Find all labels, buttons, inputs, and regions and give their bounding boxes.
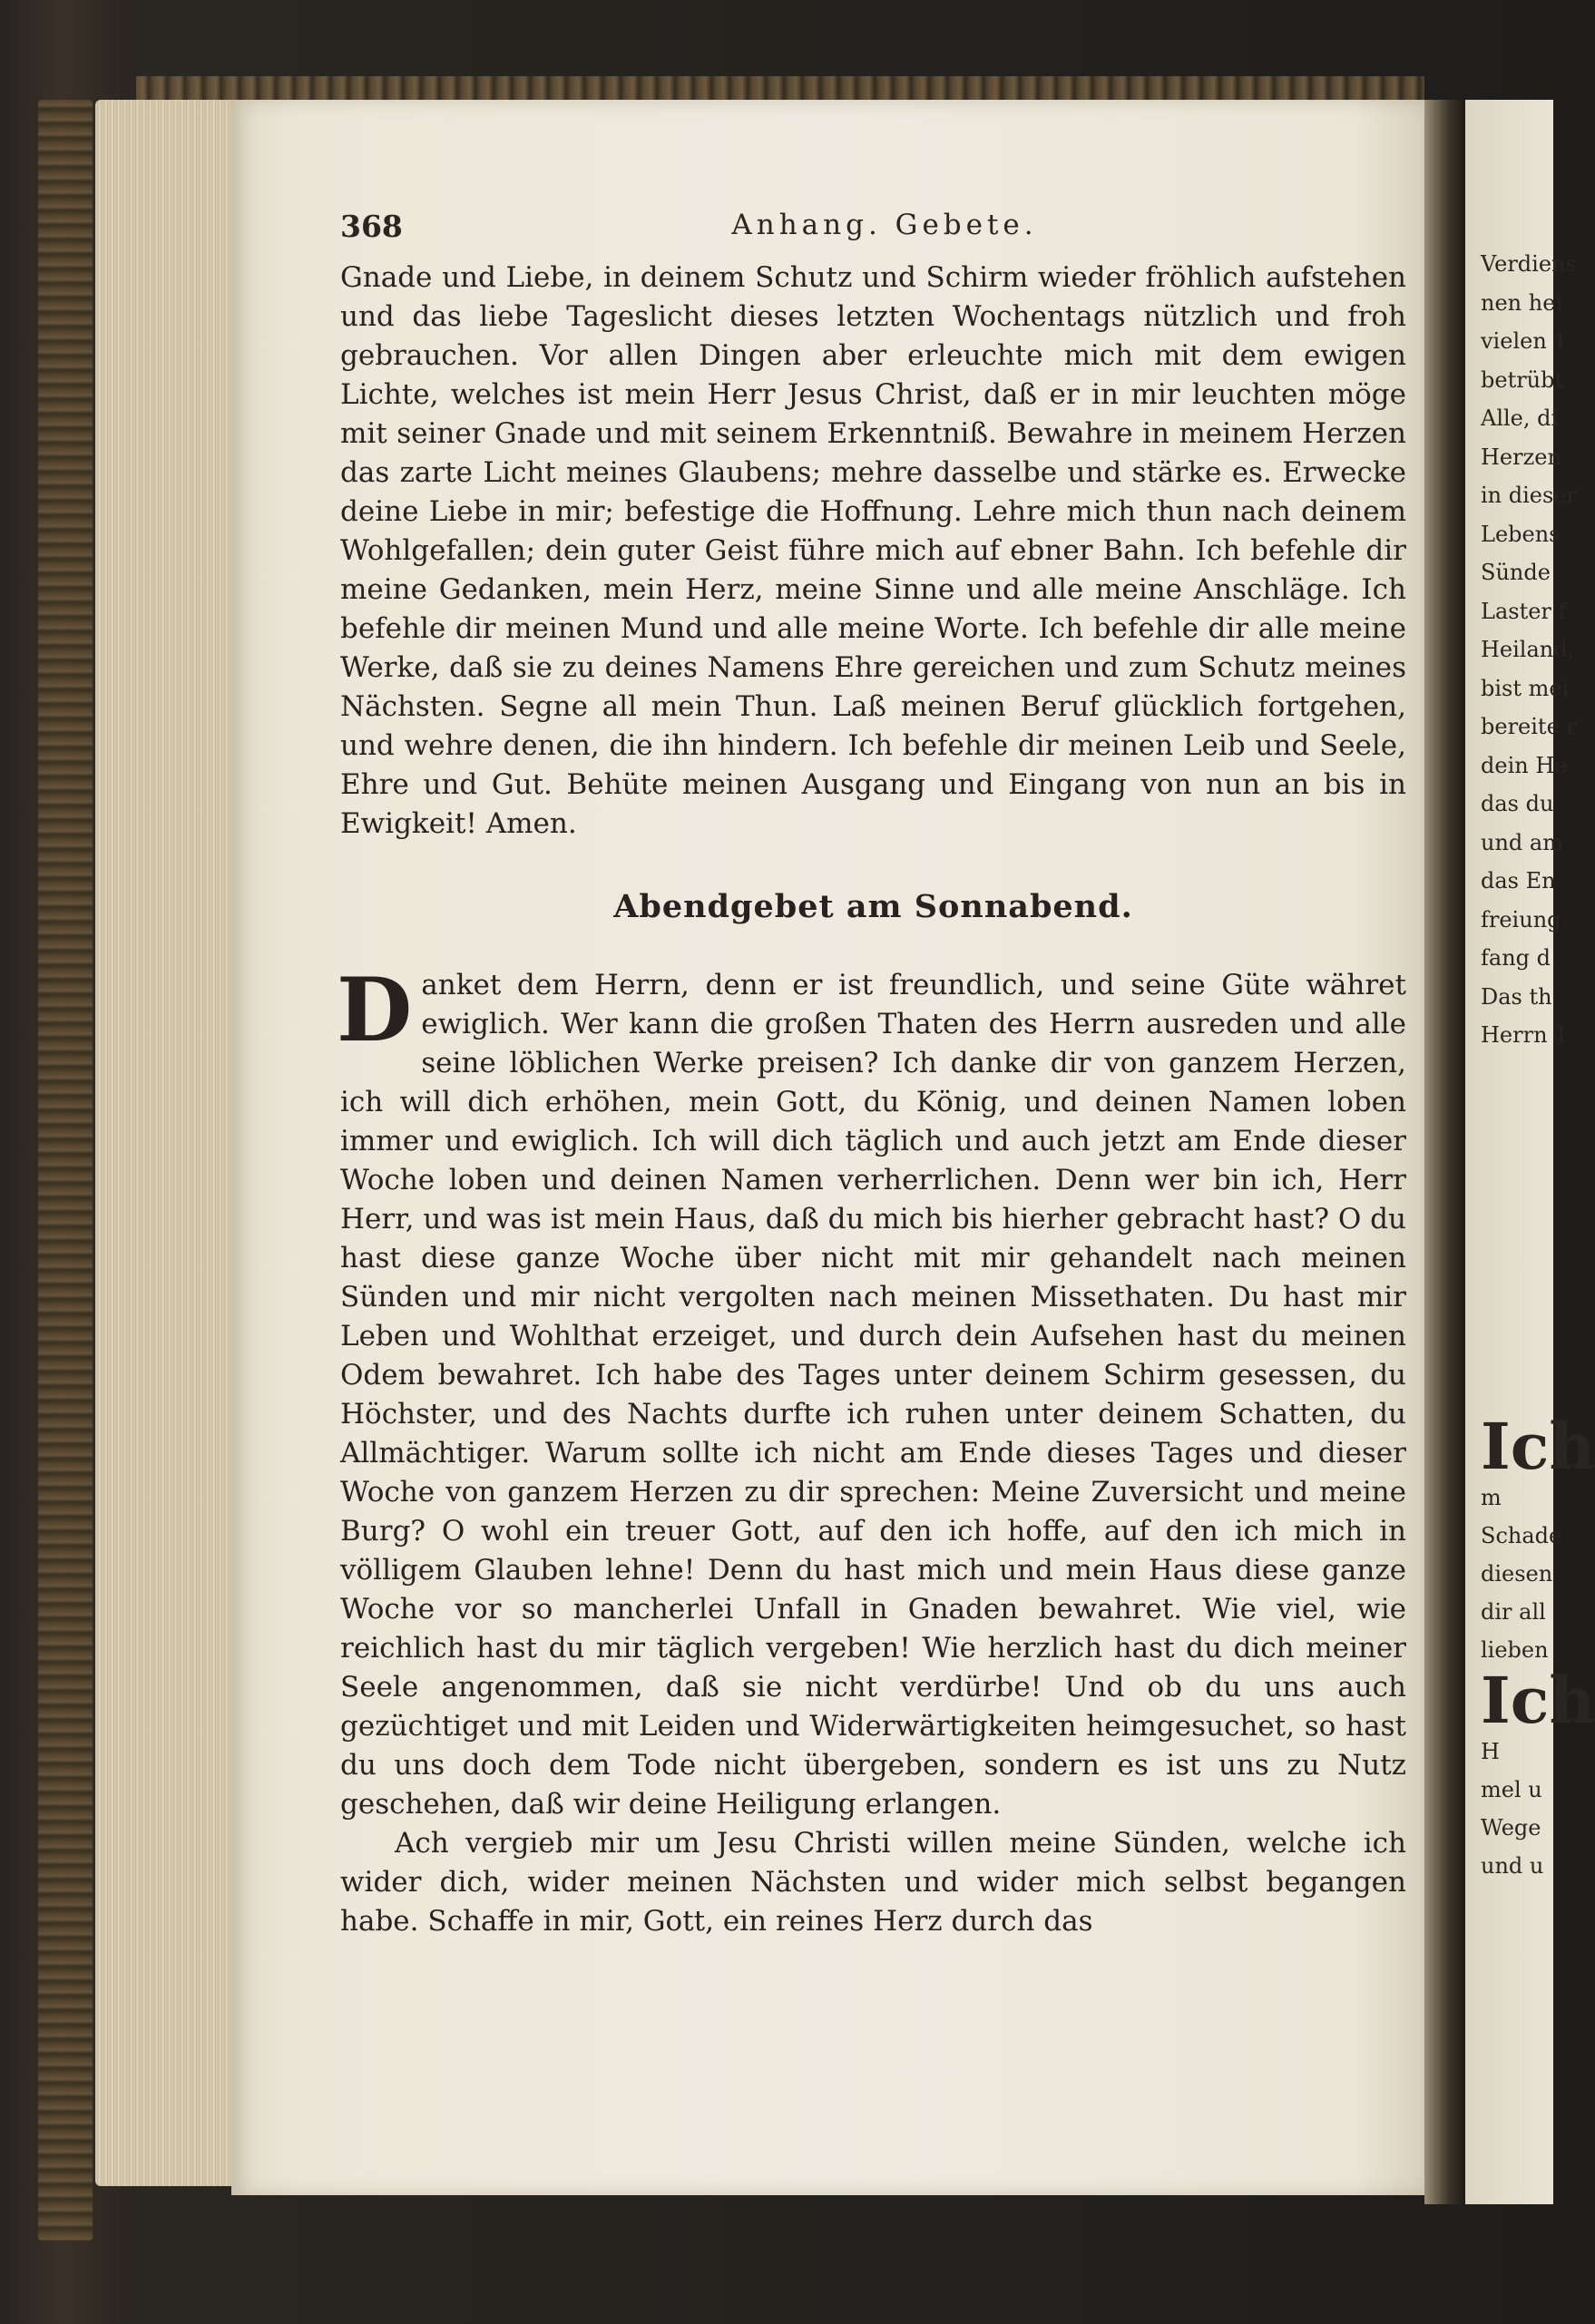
page-header [340, 209, 1406, 245]
facing-line: fang d [1481, 945, 1551, 971]
facing-line: Heiland, [1481, 637, 1575, 662]
paragraph-morning-prayer-end: Gnade und Liebe, in deinem Schutz und Schirm wieder fröhlich aufstehen und das liebe Tageslicht dieses letzten Wochentags nützlich und froh gebrauchen. Vor allen Dingen aber erleuchte mich mit dem ewigen Lichte, welches ist mein Herr Jesus Christ, daß er in mir leuchten möge mit seiner Gnade und mit seinem Erkenntniß. Bewahre in meinem Herzen das zarte Licht meines Glaubens; mehre dasselbe und stärke es. Erwecke deine Liebe in mir; befestige die Hoffnung. Lehre mich thun nach deinem Wohlgefallen; dein guter Geist führe mich auf ebner Bahn. Ich befehle dir meine Gedanken, mein Herz, meine Sinne und alle meine Anschläge. Ich befehle dir meinen Mund und alle meine Worte. Ich befehle dir alle meine Werke, daß sie zu deines Namens Ehre gereichen und zum Schutz meines Nächsten. Segne all mein Thun. Laß meinen Beruf glücklich fortgehen, und wehre denen, die ihn hindern. Ich befehle dir meinen Leib und Seele, Ehre und Gut. Behüte meinen Ausgang und Eingang von nun an bis in Ewigkeit! Amen. [340, 261, 1406, 840]
facing-line: das En [1481, 868, 1556, 893]
facing-line: dir all [1481, 1599, 1546, 1625]
paragraph-confession: Ach vergieb mir um Jesu Christi willen meine Sünden, welche ich wider dich, wider meinen Nächsten und wider mich selbst begangen habe. Schaffe in mir, Gott, ein reines Herz durch das [340, 1827, 1406, 1938]
facing-line: vielen 1 [1481, 328, 1568, 354]
page-body [337, 259, 1406, 2163]
facing-line: Herzen [1481, 444, 1561, 470]
facing-line: Herrn 1 [1481, 1022, 1569, 1048]
facing-line: Alle, di [1481, 405, 1559, 431]
section-title: Abendgebet am Sonnabend. [613, 888, 1133, 925]
facing-line: in dieser [1481, 483, 1577, 508]
facing-line: Lebens [1481, 521, 1561, 547]
facing-line: Schade [1481, 1523, 1562, 1548]
facing-line: bist mei [1481, 675, 1570, 701]
page-number: 368 [340, 209, 403, 244]
facing-line: lieben [1481, 1637, 1549, 1663]
facing-line: bereite r [1481, 714, 1577, 739]
facing-line: dein He [1481, 752, 1568, 778]
facing-line: das du [1481, 791, 1554, 816]
facing-line: betrübt [1481, 366, 1564, 393]
facing-line: Sünde [1481, 560, 1551, 585]
facing-line: diesen [1481, 1561, 1553, 1587]
facing-line: Wege [1481, 1815, 1541, 1841]
facing-page-upper-text [1481, 245, 1577, 1055]
running-head: Anhang. Gebete. [731, 209, 1038, 241]
facing-line: freiung [1481, 906, 1561, 933]
paragraph-evening-prayer [337, 959, 1406, 1824]
facing-line: m [1481, 1485, 1502, 1510]
facing-page-lower-text [1481, 1409, 1595, 1885]
book-gutter [1424, 100, 1465, 2204]
facing-line: Laster f [1481, 598, 1567, 624]
facing-line: Verdiens [1481, 251, 1577, 277]
spine-decoration [38, 100, 93, 2241]
drop-cap: D [337, 959, 413, 1061]
facing-line: Das th [1481, 983, 1552, 1010]
facing-line: und u [1481, 1853, 1544, 1879]
facing-line: und am [1481, 829, 1563, 855]
facing-line: nen hei [1481, 289, 1563, 316]
page-edges [95, 100, 240, 2186]
facing-line: mel u [1481, 1777, 1542, 1802]
paragraph-evening-prayer-text: anket dem Herrn, denn er ist freundlich, und seine Güte währet ewiglich. Wer kann die großen Thaten des Herrn ausreden und alle seine löblichen Werke preisen? Ich danke dir von ganzem Herzen, ich will dich erhöhen, mein Gott, du König, und deinen Namen loben immer und ewiglich. Ich will dich täglich und auch jetzt am Ende dieser Woche loben und deinen Namen verherrlichen. Denn wer bin ich, Herr Herr, und was ist mein Haus, daß du mich bis hierher gebracht hast? O du hast diese ganze Woche über nicht mit mir gehandelt nach meinen Sünden und mir nicht vergolten nach meinen Missethaten. Du hast mir Leben und Wohlthat erzeiget, und durch dein Aufsehen hast du meinen Odem bewahret. Ich habe des Tages unter deinem Schirm gesessen, du Höchster, und des Nachts durfte ich ruhen unter deinem Schatten, du Allmächtiger. Warum sollte ich nicht am Ende dieses Tages und dieser Woche von ganzem Herzen zu dir sprechen: Meine Zuversicht und meine Burg? O wohl ein treuer Gott, auf den ich hoffe, auf den ich mich in völligem Glauben lehne! Denn du hast mich und mein Haus diese ganze Woche vor so mancherlei Unfall in Gnaden bewahret. Wie viel, wie reichlich hast du mir täglich vergeben! Wie herzlich hast du dich meiner Seele angenommen, daß sie nicht verdürbe! Und ob du uns auch gezüchtiget und mit Leiden und Widerwärtigkeiten heimgesuchet, so hast du uns doch dem Tode nicht übergeben, sondern es ist uns zu Nutz geschehen, daß wir deine Heiligung erlangen. [340, 969, 1406, 1821]
facing-line: Ich [1481, 1663, 1595, 1738]
facing-line: H [1481, 1739, 1500, 1764]
facing-line: Ich [1481, 1409, 1595, 1484]
